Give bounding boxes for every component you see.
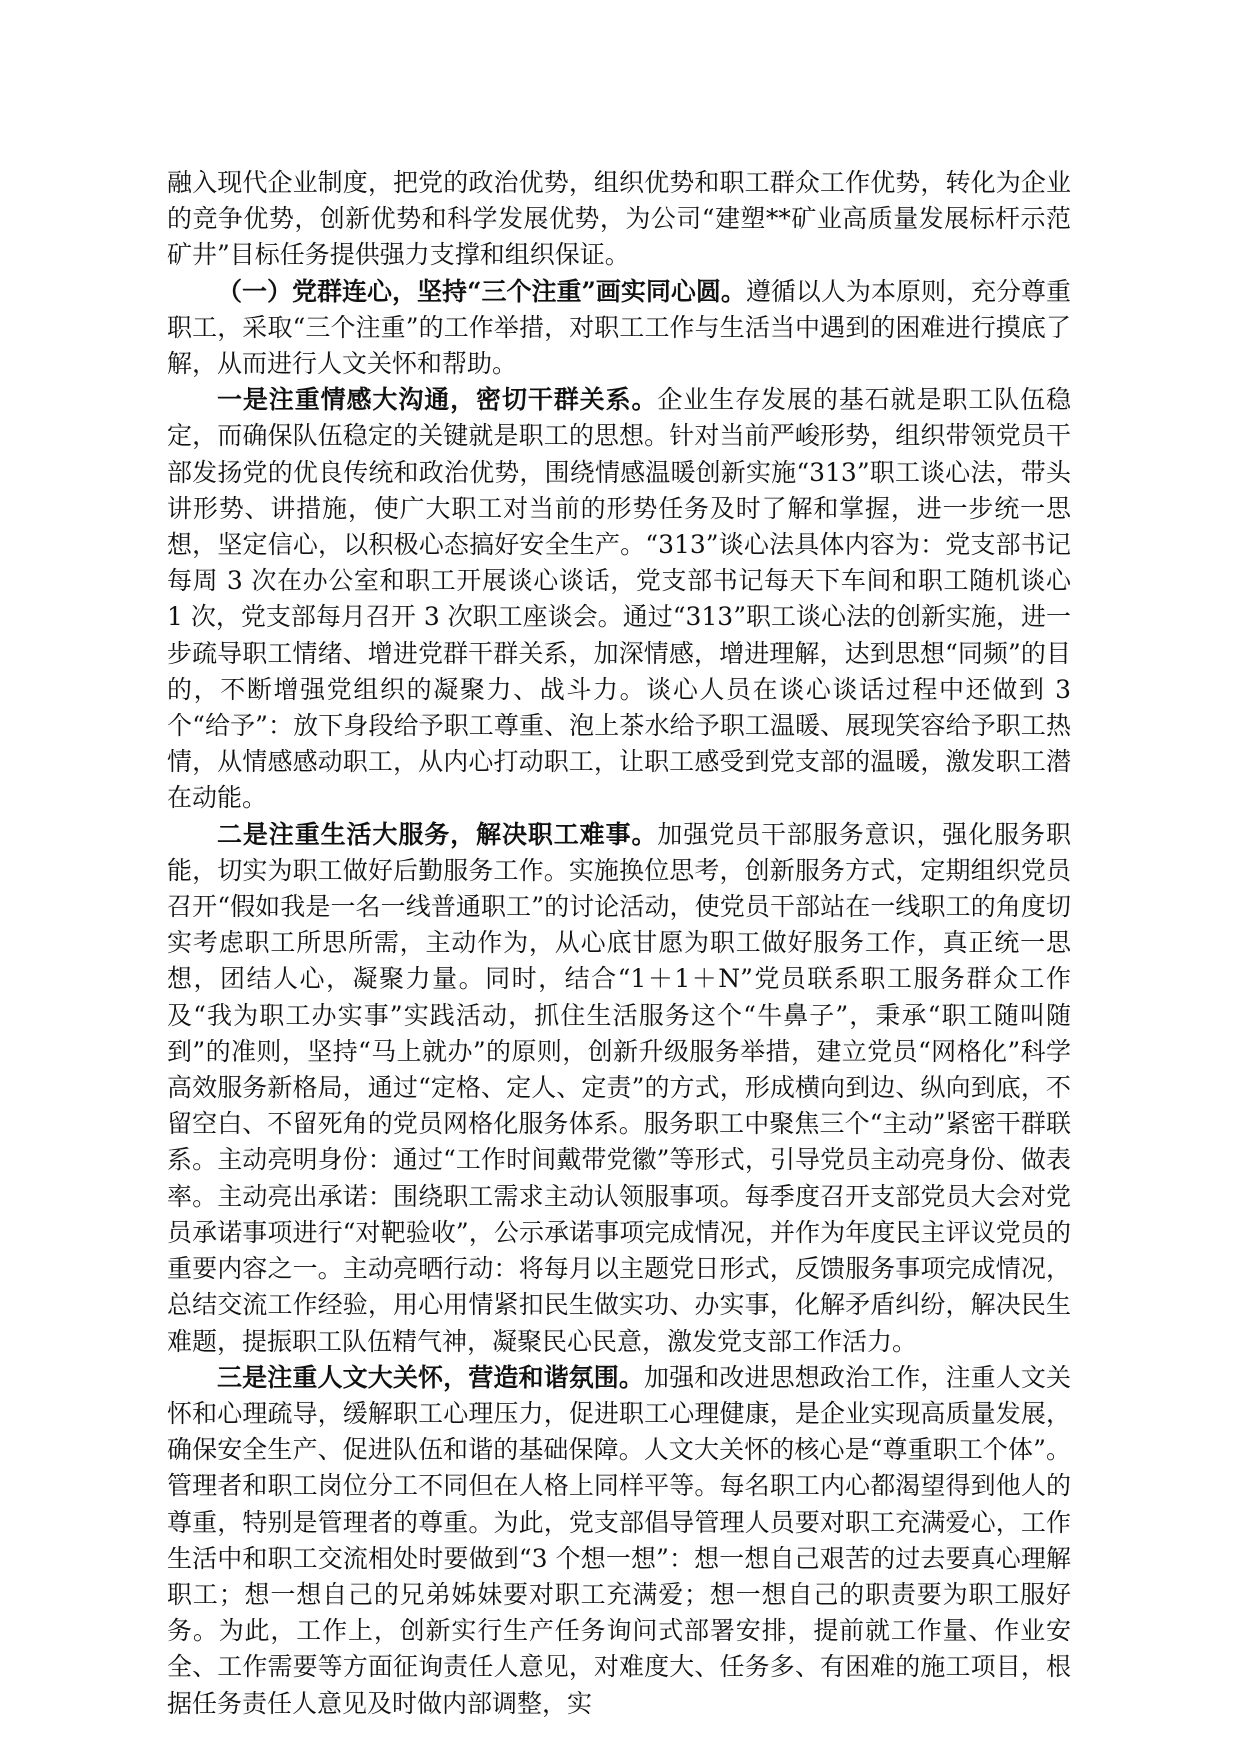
paragraph-point-1 <box>167 382 1071 816</box>
paragraph-text: 遵循以人为本原则，充分尊重职工，采取“三个注重”的工作举措，对职工工作与生活当中遇到的困难进行摸底了解，从而进行人文关怀和帮助。 <box>167 276 1071 379</box>
point-heading: 二是注重生活大服务，解决职工难事。 <box>217 819 658 849</box>
point-heading: 三是注重人文大关怀，营造和谐氛围。 <box>217 1362 645 1392</box>
paragraph-text: 融入现代企业制度，把党的政治优势，组织优势和职工群众工作优势，转化为企业的竞争优势，创新优势和科学发展优势，为公司“建塑**矿业高质量发展标杆示范矿井”目标任务提供强力支撑和组织保证。 <box>167 168 1071 270</box>
section-heading: （一）党群连心，坚持“三个注重”画实同心圆。 <box>217 276 746 306</box>
paragraph-section-heading <box>167 274 1071 383</box>
paragraph-point-3 <box>167 1360 1071 1722</box>
paragraph-text: 企业生存发展的基石就是职工队伍稳定，而确保队伍稳定的关键就是职工的思想。针对当前严峻形势，组织带领党员干部发扬党的优良传统和政治优势，围绕情感温暖创新实施“313”职工谈心法，带头讲形势、讲措施，使广大职工对当前的形势任务及时了解和掌握，进一步统一思想，坚定信心，以积极心态搞好安全生产。“313”谈心法具体内容为：党支部书记每周 3 次在办公室和职工开展谈心谈话，党支部书记每天下车间和职工随机谈心 1 次，党支部每月召开 3 次职工座谈会。通过“313”职工谈心法的创新实施，进一步疏导职工情绪、增进党群干群关系，加深情感，增进理解，达到思想“同频”的目的，不断增强党组织的凝聚力、战斗力。谈心人员在谈心谈话过程中还做到 3 个“给予”：放下身段给予职工尊重、泡上茶水给予职工温暖、展现笑容给予职工热情，从情感感动职工，从内心打动职工，让职工感受到党支部的温暖，激发职工潜在动能。 <box>167 385 1071 813</box>
paragraph-text: 加强和改进思想政治工作，注重人文关怀和心理疏导，缓解职工心理压力，促进职工心理健康，是企业实现高质量发展，确保安全生产、促进队伍和谐的基础保障。人文大关怀的核心是“尊重职工个体”。管理者和职工岗位分工不同但在人格上同样平等。每名职工内心都渴望得到他人的尊重，特别是管理者的尊重。为此，党支部倡导管理人员要对职工充满爱心，工作生活中和职工交流相处时要做到“3 个想一想”：想一想自己艰苦的过去要真心理解职工；想一想自己的兄弟姊妹要对职工充满爱；想一想自己的职责要为职工服好务。为此，工作上，创新实行生产任务询问式部署安排，提前就工作量、作业安全、工作需要等方面征询责任人意见，对难度大、任务多、有困难的施工项目，根据任务责任人意见及时做内部调整，实 <box>167 1362 1071 1718</box>
paragraph-text: 加强党员干部服务意识，强化服务职能，切实为职工做好后勤服务工作。实施换位思考，创新服务方式，定期组织党员召开“假如我是一名一线普通职工”的讨论活动，使党员干部站在一线职工的角度切实考虑职工所思所需，主动作为，从心底甘愿为职工做好服务工作，真正统一思想，团结人心，凝聚力量。同时，结合“1＋1＋N”党员联系职工服务群众工作及“我为职工办实事”实践活动，抓住生活服务这个“牛鼻子”，秉承“职工随叫随到”的准则，坚持“马上就办”的原则，创新升级服务举措，建立党员“网格化”科学高效服务新格局，通过“定格、定人、定责”的方式，形成横向到边、纵向到底，不留空白、不留死角的党员网格化服务体系。服务职工中聚焦三个“主动”紧密干群联系。主动亮明身份：通过“工作时间戴带党徽”等形式，引导党员主动亮身份、做表率。主动亮出承诺：围绕职工需求主动认领服事项。每季度召开支部党员大会对党员承诺事项进行“对靶验收”，公示承诺事项完成情况，并作为年度民主评议党员的重要内容之一。主动亮晒行动：将每月以主题党日形式，反馈服务事项完成情况，总结交流工作经验，用心用情紧扣民生做实功、办实事，化解矛盾纠纷，解决民生难题，提振职工队伍精气神，凝聚民心民意，激发党支部工作活力。 <box>167 819 1071 1356</box>
paragraph-intro <box>167 165 1071 274</box>
point-heading: 一是注重情感大沟通，密切干群关系。 <box>217 385 658 415</box>
document-body <box>167 165 1071 1722</box>
paragraph-point-2 <box>167 817 1071 1360</box>
